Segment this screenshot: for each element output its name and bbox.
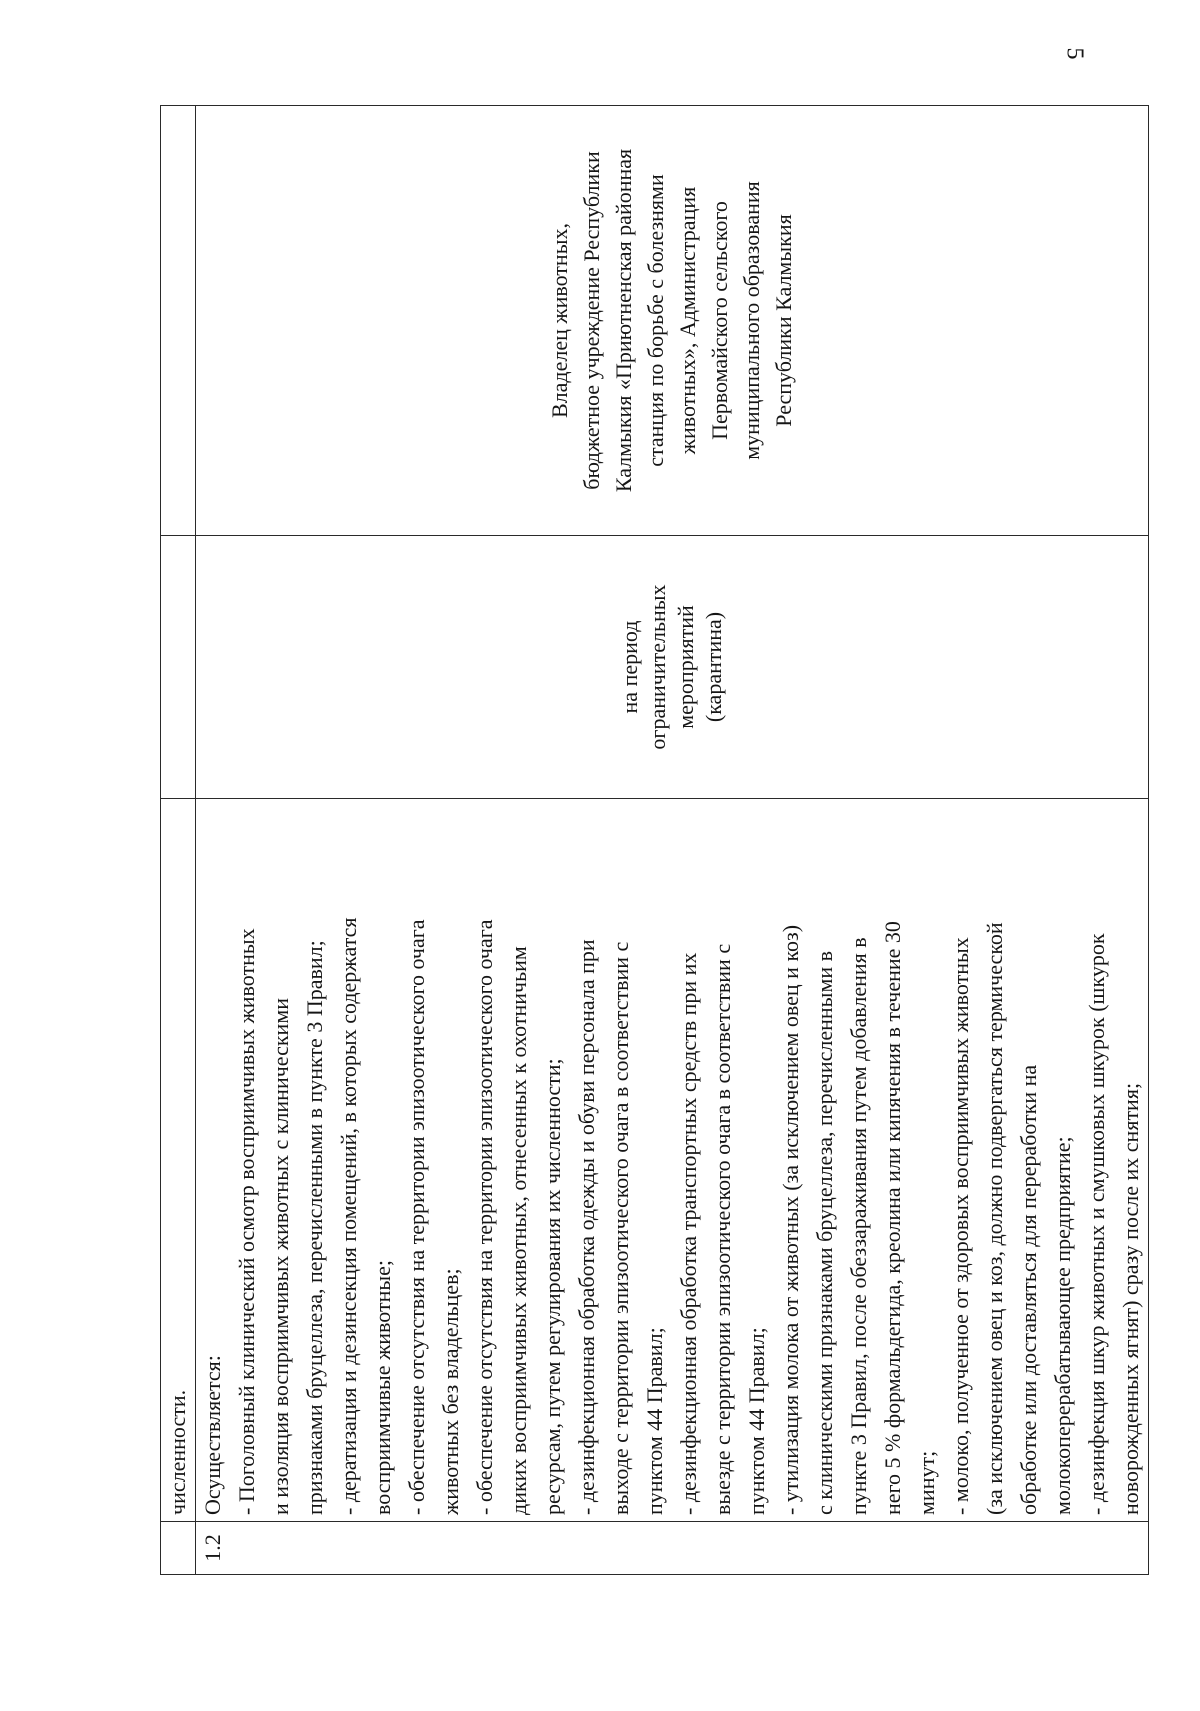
responsible-cell-empty — [161, 106, 196, 536]
measures-cell — [196, 799, 1149, 1522]
measure-line: новорожденных ягнят) сразу после их снятия; — [1118, 1082, 1143, 1515]
term-cell — [196, 536, 1149, 799]
measure-line: - утилизация молока от животных (за исключением овец и коз) — [778, 924, 803, 1515]
measure-line: Осуществляется: — [200, 1355, 225, 1515]
measure-line: - дезинфекционная обработка транспортных средств при их — [676, 952, 701, 1515]
table-row-continuation — [161, 106, 196, 1575]
responsible-line: Калмыкия «Приютненская районная — [611, 148, 636, 493]
measure-line: выезде с территории эпизоотического очага в соответствии с — [710, 943, 735, 1515]
term-line: ограничительных — [645, 584, 670, 750]
document-table — [160, 105, 1143, 1575]
measure-line: - обеспечение отсутствия на территории эпизоотического очага — [404, 919, 429, 1515]
measure-line: признаками бруцеллеза, перечисленными в пункте 3 Правил; — [302, 940, 327, 1515]
responsible-cell — [196, 106, 1149, 536]
measure-line: с клиническими признаками бруцеллеза, перечисленными в — [812, 950, 837, 1515]
term-line: (карантина) — [701, 611, 726, 723]
term-line: мероприятий — [673, 605, 698, 729]
measure-line: - обеспечение отсутствия на территории эпизоотического очага — [472, 919, 497, 1515]
measure-line: - Поголовный клинический осмотр восприимчивых животных — [234, 928, 259, 1515]
measure-line: восприимчивые животные; — [370, 1259, 395, 1515]
measure-line: животных без владельцев; — [438, 1268, 463, 1515]
row-number-cell-empty — [161, 1522, 196, 1575]
measure-line: выходе с территории эпизоотического очага в соответствии с — [608, 941, 633, 1515]
measure-line: - дератизация и дезинсекция помещений, в которых содержатся — [336, 917, 361, 1515]
responsible-line: бюджетное учреждение Республики — [579, 151, 604, 490]
measure-line: обработке или доставляться для переработки на — [1016, 1064, 1041, 1515]
measure-line: и изоляция восприимчивых животных с клиническими — [268, 997, 293, 1515]
responsible-line: станция по борьбе с болезнями — [643, 174, 668, 467]
continuation-text: численности. — [161, 799, 196, 1522]
responsible-line: животных», Администрация — [675, 186, 700, 455]
table-row — [196, 106, 1149, 1575]
measure-line: пунктом 44 Правил; — [642, 1327, 667, 1515]
responsible-line: муниципального образования — [739, 181, 764, 460]
page-number: 5 — [1061, 47, 1088, 60]
measure-line: - молоко, полученное от здоровых восприимчивых животных — [948, 937, 973, 1515]
responsible-line: Владелец животных, — [547, 223, 572, 418]
measure-line: пунктом 44 Правил; — [744, 1327, 769, 1515]
measure-line: ресурсам, путем регулирования их численности; — [540, 1058, 565, 1515]
measure-line: него 5 % формальдегида, креолина или кипячения в течение 30 — [880, 921, 905, 1515]
measure-line: минут; — [914, 1450, 939, 1515]
responsible-line: Республики Калмыкия — [771, 214, 796, 427]
row-number: 1.2 — [196, 1522, 1149, 1575]
measure-line: - дезинфекция шкур животных и смушковых шкурок (шкурок — [1084, 933, 1109, 1515]
measure-line: - дезинфекционная обработка одежды и обуви персонала при — [574, 939, 599, 1515]
responsible-line: Первомайского сельского — [707, 201, 732, 440]
measure-line: пункте 3 Правил, после обеззараживания путем добавления в — [846, 937, 871, 1515]
measure-line: диких восприимчивых животных, отнесенных к охотничьим — [506, 946, 531, 1515]
measure-line: молокоперерабатывающее предприятие; — [1050, 1136, 1075, 1515]
term-cell-empty — [161, 536, 196, 799]
measure-line: (за исключением овец и коз, должно подвергаться термической — [982, 922, 1007, 1515]
term-line: на период — [617, 620, 642, 714]
